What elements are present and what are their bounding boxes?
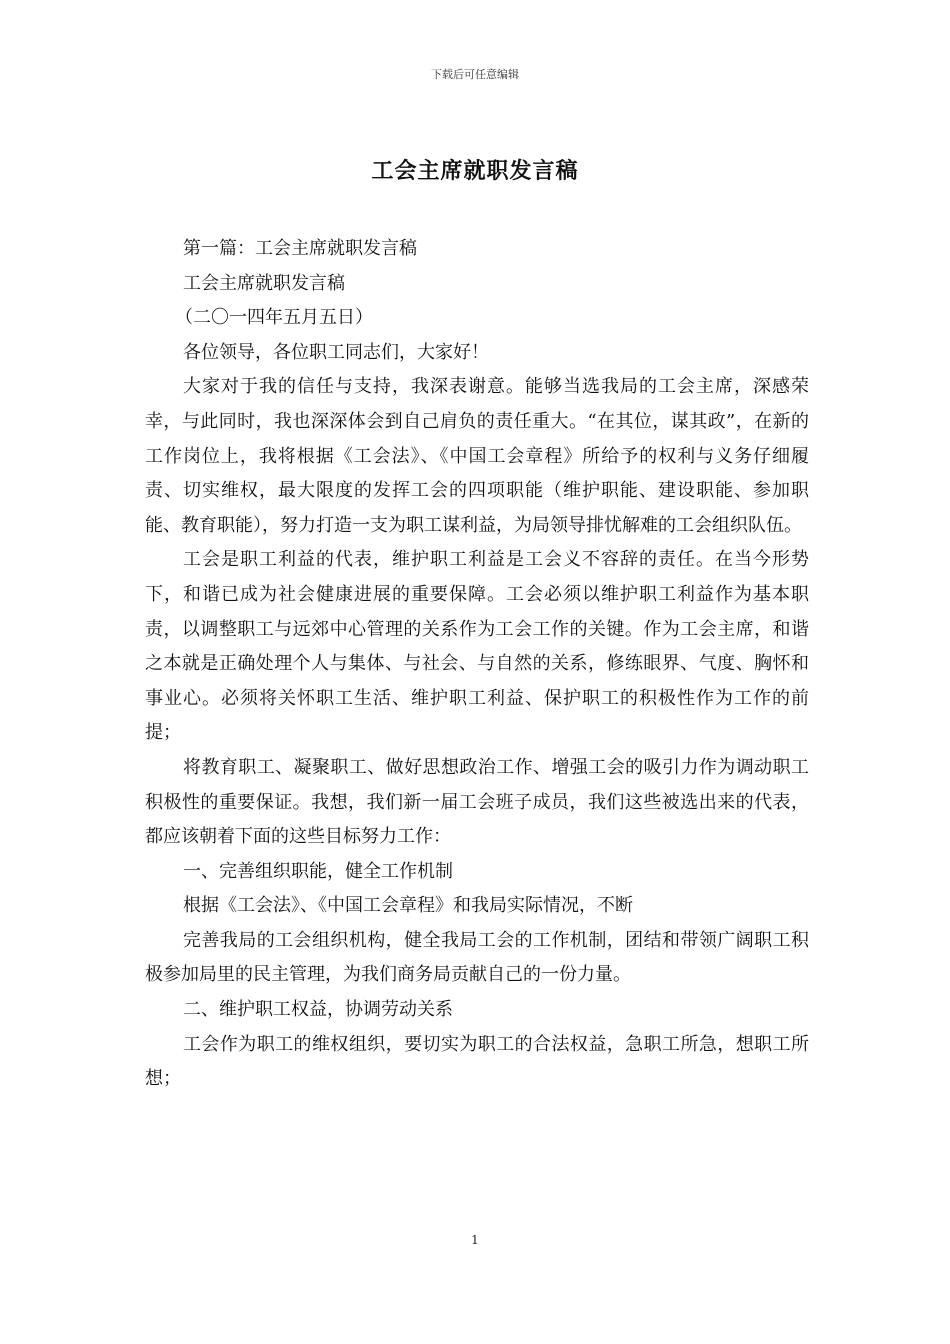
section-heading: 二、维护职工权益，协调劳动关系 [183, 999, 453, 1021]
section-heading: 一、完善组织职能，健全工作机制 [183, 860, 453, 882]
document-title: 工会主席就职发言稿 [371, 158, 579, 184]
paragraph: 工会主席就职发言稿 [183, 272, 345, 294]
document-body [145, 232, 809, 1097]
paragraph: （二〇一四年五月五日） [175, 307, 373, 329]
paragraph: 根据《工会法》、《中国工会章程》和我局实际情况，不断 [183, 895, 633, 917]
paragraph: 将教育职工、凝聚职工、做好思想政治工作、增强工会的吸引力作为调动职工积极性的重要保证。我想，我们新一届工会班子成员，我们这些被选出来的代表，都应该朝着下面的这些目标努力工作： [145, 756, 809, 848]
paragraph: 大家对于我的信任与支持，我深表谢意。能够当选我局的工会主席，深感荣幸，与此同时，我也深深体会到自己肩负的责任重大。“在其位，谋其政”，在新的工作岗位上，我将根据《工会法》、《中国工会章程》所给予的权利与义务仔细履责、切实维权，最大限度的发挥工会的四项职能（维护职能、建设职能、参加职能、教育职能），努力打造一支为职工谋利益，为局领导排忧解难的工会组织队伍。 [145, 376, 809, 536]
page-header: 下载后可任意编辑 [431, 68, 519, 81]
paragraph: 工会作为职工的维权组织，要切实为职工的合法权益，急职工所急，想职工所想； [145, 1033, 809, 1090]
paragraph: 完善我局的工会组织机构，健全我局工会的工作机制，团结和带领广阔职工积极参加局里的民主管理，为我们商务局贡献自己的一份力量。 [145, 929, 809, 986]
paragraph: 第一篇：工会主席就职发言稿 [183, 238, 417, 259]
page-number: 1 [471, 1233, 479, 1247]
paragraph: 工会是职工利益的代表，维护职工利益是工会义不容辞的责任。在当今形势下，和谐已成为社会健康进展的重要保障。工会必须以维护职工利益作为基本职责，以调整职工与远郊中心管理的关系作为工会工作的关键。作为工会主席，和谐之本就是正确处理个人与集体、与社会、与自然的关系，修练眼界、气度、胸怀和事业心。必须将关怀职工生活、维护职工利益、保护职工的积极性作为工作的前提； [145, 549, 809, 744]
paragraph: 各位领导，各位职工同志们，大家好！ [183, 341, 489, 363]
